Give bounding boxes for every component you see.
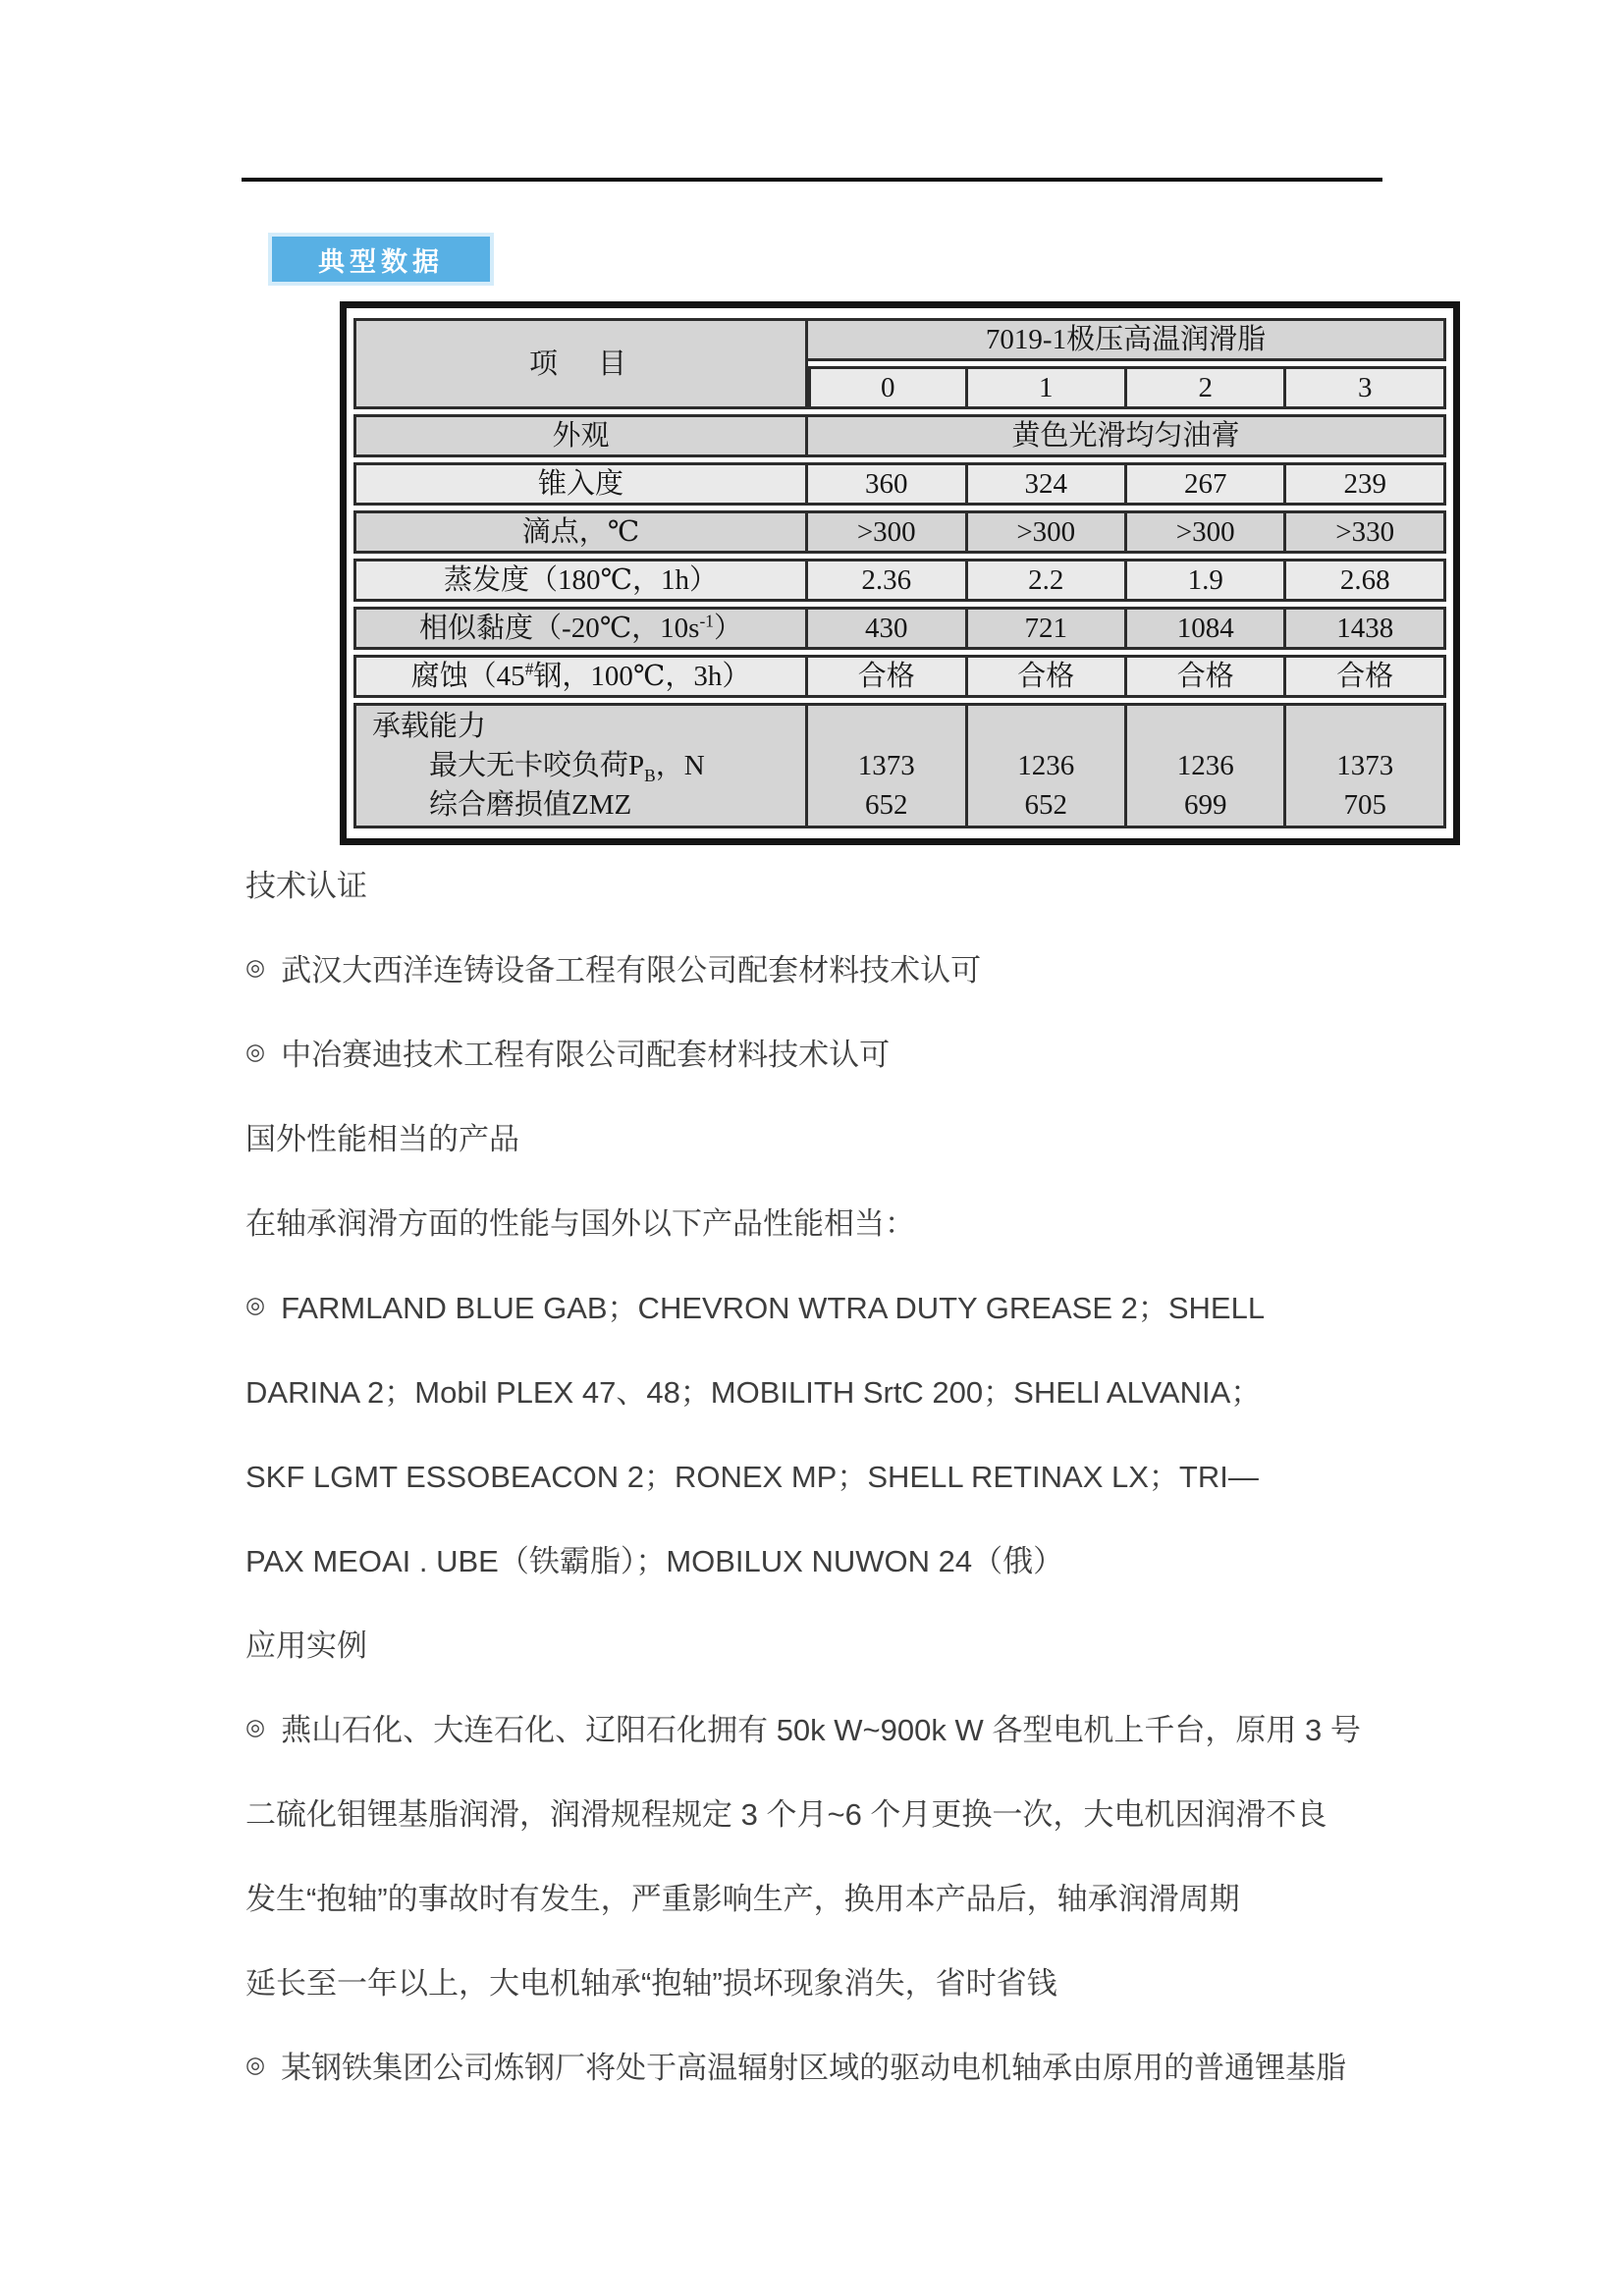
paragraph-line bbox=[245, 1938, 1404, 2022]
paragraph-line bbox=[245, 1431, 1404, 1516]
body-text bbox=[245, 840, 1404, 2107]
heading-text: 技术认证 bbox=[245, 868, 367, 903]
capacity-sub-label-text: 最大无卡咬负荷P bbox=[429, 750, 645, 781]
table-row-appearance bbox=[353, 414, 1446, 457]
row-value: 239 bbox=[1286, 462, 1446, 506]
bullet-icon: ◎ bbox=[245, 1038, 266, 1064]
capacity-value-cell bbox=[1286, 703, 1446, 828]
capacity-label-cell bbox=[353, 703, 808, 828]
table-row-drop-point bbox=[353, 510, 1446, 554]
capacity-value-cell bbox=[1127, 703, 1286, 828]
capacity-value-cell bbox=[968, 703, 1127, 828]
capacity-sub-label bbox=[356, 746, 805, 785]
row-value: >300 bbox=[808, 510, 967, 554]
table-row-evaporation bbox=[353, 559, 1446, 602]
spacer bbox=[1127, 707, 1283, 746]
row-label: 蒸发度（180℃，1h） bbox=[353, 559, 808, 602]
row-value: 721 bbox=[968, 607, 1127, 650]
row-label: 滴点，℃ bbox=[353, 510, 808, 554]
spacer bbox=[1286, 707, 1443, 746]
row-label bbox=[353, 655, 808, 698]
paragraph-line bbox=[245, 1178, 1404, 1262]
grade-cell: 3 bbox=[1286, 366, 1446, 409]
table-header-row bbox=[353, 318, 1446, 361]
paragraph-line bbox=[245, 1769, 1404, 1853]
row-label: 锥入度 bbox=[353, 462, 808, 506]
row-label bbox=[353, 607, 808, 650]
grade-cell: 2 bbox=[1127, 366, 1286, 409]
row-value: 1084 bbox=[1127, 607, 1286, 650]
paragraph-line bbox=[245, 1516, 1404, 1600]
heading-text: 国外性能相当的产品 bbox=[245, 1121, 519, 1156]
header-product-cell: 7019-1极压高温润滑脂 bbox=[808, 318, 1446, 361]
row-value: 合格 bbox=[1286, 655, 1446, 698]
paragraph-text: 某钢铁集团公司炼钢厂将处于高温辐射区域的驱动电机轴承由原用的普通锂基脂 bbox=[281, 2050, 1347, 2085]
bullet-icon: ◎ bbox=[245, 1713, 266, 1739]
row-label-text: 腐蚀（45 bbox=[410, 661, 525, 692]
capacity-sub-label-text: ，N bbox=[655, 750, 705, 781]
paragraph-text: 发生“抱轴”的事故时有发生，严重影响生产，换用本产品后，轴承润滑周期 bbox=[245, 1881, 1240, 1916]
row-value: 1438 bbox=[1286, 607, 1446, 650]
paragraph-text: FARMLAND BLUE GAB；CHEVRON WTRA DUTY GREASE 2；SHELL bbox=[281, 1290, 1266, 1325]
row-value: >300 bbox=[1127, 510, 1286, 554]
bullet-icon: ◎ bbox=[245, 2051, 266, 2077]
row-value: 1236 bbox=[1176, 750, 1234, 781]
row-value: 2.36 bbox=[808, 559, 967, 602]
bullet-line bbox=[245, 1684, 1404, 1769]
row-value: 705 bbox=[1343, 789, 1386, 821]
row-value: >330 bbox=[1286, 510, 1446, 554]
grade-cell: 0 bbox=[808, 366, 967, 409]
section-badge bbox=[272, 237, 490, 282]
row-value: 合格 bbox=[808, 655, 967, 698]
bullet-icon: ◎ bbox=[245, 953, 266, 980]
row-label-sup: -1 bbox=[699, 611, 714, 631]
row-value: 1373 bbox=[857, 750, 915, 781]
capacity-title: 承载能力 bbox=[372, 711, 487, 742]
section-badge-label: 典型数据 bbox=[318, 246, 444, 277]
row-label-text: 相似黏度（-20℃，10s bbox=[419, 613, 700, 644]
header-item-cell: 项 目 bbox=[353, 318, 808, 409]
row-value: 652 bbox=[1024, 789, 1067, 821]
row-value: 1373 bbox=[1336, 750, 1394, 781]
row-value: 2.68 bbox=[1286, 559, 1446, 602]
row-value: 699 bbox=[1183, 789, 1227, 821]
paragraph-text: 中冶赛迪技术工程有限公司配套材料技术认可 bbox=[281, 1037, 891, 1072]
heading-text: 应用实例 bbox=[245, 1628, 367, 1663]
table-row-viscosity bbox=[353, 607, 1446, 650]
capacity-sub-label-sub: B bbox=[644, 765, 656, 785]
bullet-icon: ◎ bbox=[245, 1291, 266, 1317]
paragraph-line bbox=[245, 1853, 1404, 1938]
row-label-text: ） bbox=[713, 613, 742, 644]
bullet-line bbox=[245, 1009, 1404, 1094]
typical-data-table bbox=[353, 313, 1446, 833]
row-value: 360 bbox=[808, 462, 967, 506]
row-value: 652 bbox=[865, 789, 908, 821]
section-heading bbox=[245, 1600, 1404, 1684]
paragraph-text: 延长至一年以上，大电机轴承“抱轴”损坏现象消失，省时省钱 bbox=[245, 1965, 1057, 2001]
horizontal-rule bbox=[242, 178, 1382, 182]
row-value: 324 bbox=[968, 462, 1127, 506]
row-value: 267 bbox=[1127, 462, 1286, 506]
paragraph-text: DARINA 2；Mobil PLEX 47、48；MOBILITH SrtC 200；SHELl ALVANIA； bbox=[245, 1374, 1262, 1410]
capacity-sub-label: 综合磨损值ZMZ bbox=[429, 789, 632, 821]
paragraph-line bbox=[245, 1347, 1404, 1431]
paragraph-text: PAX MEOAI . UBE（铁霸脂）；MOBILUX NUWON 24（俄） bbox=[245, 1543, 1064, 1578]
row-value: 2.2 bbox=[968, 559, 1127, 602]
table-row-penetration bbox=[353, 462, 1446, 506]
spacer bbox=[968, 707, 1124, 746]
capacity-value-cell bbox=[808, 703, 967, 828]
section-heading bbox=[245, 840, 1404, 925]
row-value: 430 bbox=[808, 607, 967, 650]
grade-cell: 1 bbox=[968, 366, 1127, 409]
row-value: >300 bbox=[968, 510, 1127, 554]
bullet-line bbox=[245, 925, 1404, 1009]
row-label-sup: # bbox=[524, 659, 534, 679]
paragraph-text: 燕山石化、大连石化、辽阳石化拥有 50k W~900k W 各型电机上千台，原用 3 号 bbox=[281, 1712, 1361, 1747]
typical-data-table-frame bbox=[340, 301, 1460, 845]
table-row-load-capacity bbox=[353, 703, 1446, 828]
paragraph-text: SKF LGMT ESSOBEACON 2；RONEX MP；SHELL RETINAX LX；TRI— bbox=[245, 1459, 1259, 1494]
row-value: 合格 bbox=[968, 655, 1127, 698]
row-label-text: 钢，100℃，3h） bbox=[533, 661, 751, 692]
paragraph-text: 武汉大西洋连铸设备工程有限公司配套材料技术认可 bbox=[281, 952, 982, 988]
row-value: 1236 bbox=[1017, 750, 1075, 781]
paragraph-text: 在轴承润滑方面的性能与国外以下产品性能相当： bbox=[245, 1205, 915, 1241]
paragraph-text: 二硫化钼锂基脂润滑，润滑规程规定 3 个月~6 个月更换一次，大电机因润滑不良 bbox=[245, 1796, 1327, 1832]
spacer bbox=[808, 707, 964, 746]
bullet-line bbox=[245, 2022, 1404, 2107]
bullet-line bbox=[245, 1262, 1404, 1347]
table-row-corrosion bbox=[353, 655, 1446, 698]
row-value-span: 黄色光滑均匀油膏 bbox=[808, 414, 1446, 457]
row-value: 合格 bbox=[1127, 655, 1286, 698]
row-label: 外观 bbox=[353, 414, 808, 457]
row-value: 1.9 bbox=[1127, 559, 1286, 602]
section-heading bbox=[245, 1094, 1404, 1178]
